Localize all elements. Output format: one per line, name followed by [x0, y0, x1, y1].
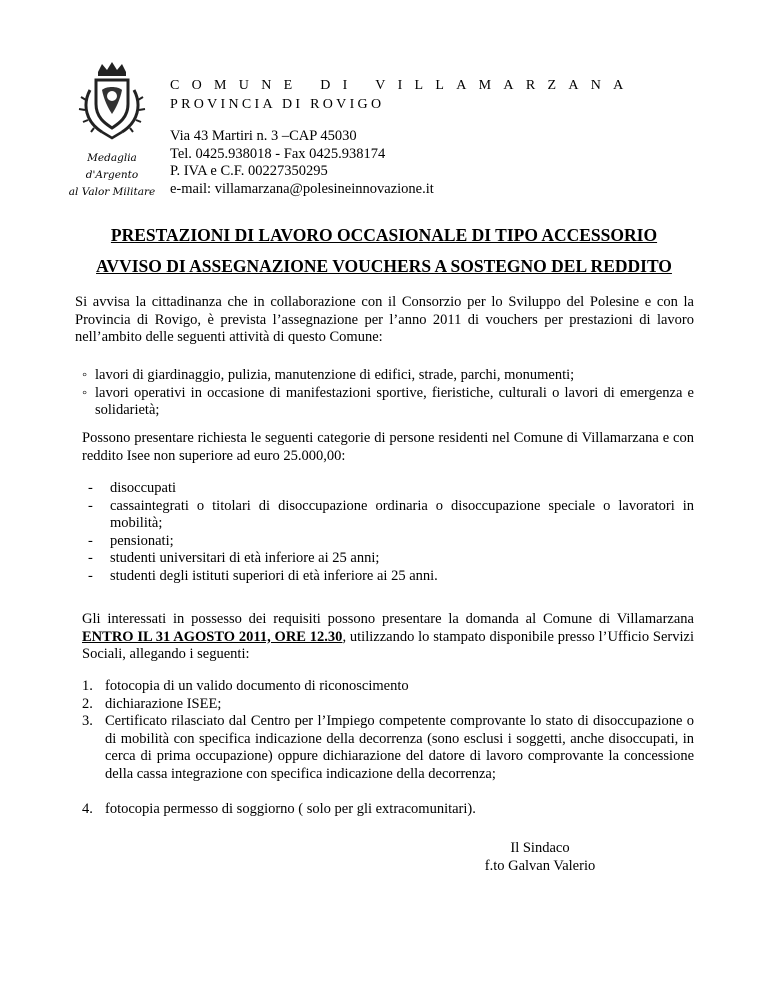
category-text: disoccupati [110, 480, 177, 496]
document-item: 1. fotocopia di un valido documento di riconoscimento [82, 678, 694, 696]
application-text-end: , utilizzando lo stampato disponibile presso l’Ufficio Servizi Sociali, allegando i seguenti: [82, 628, 694, 663]
category-text: cassaintegrati o titolari di disoccupazione ordinaria o disoccupazione speciale o lavoratori in mobilità; [110, 497, 694, 532]
sub-title: AVVISO DI ASSEGNAZIONE VOUCHERS A SOSTEGNO DEL REDDITO [96, 256, 672, 276]
bullet-icon: ◦ [82, 367, 88, 383]
document-item: 3. Certificato rilasciato dal Centro per l’Impiego competente comprovante lo stato di disoccupazione o di mobilità con specifica indicazione della decorrenza (sono esclusi i soggetti, anche disoccupati, in cerca di prima occupazione) oppure dichiarazione del datore di lavoro comprovante la concessione della cassa integrazione con specifica indicazione della decorrenza; [82, 713, 694, 782]
category-item: - disoccupati [88, 480, 694, 498]
document-item: 2. dichiarazione ISEE; [82, 696, 694, 714]
activity-item [82, 367, 694, 385]
medal-line-2: al Valor Militare [68, 186, 156, 198]
bullet-icon: ◦ [82, 384, 88, 401]
category-text: pensionati; [110, 532, 174, 549]
comune-heading: COMUNE DI VILLAMARZANA [170, 78, 636, 93]
email-line: e-mail: villamarzana@polesineinnovazione.it [170, 180, 434, 197]
document-text: fotocopia permesso di soggiorno ( solo per gli extracomunitari). [105, 801, 476, 818]
deadline-text: ENTRO IL 31 AGOSTO 2011, ORE 12.30 [82, 628, 343, 645]
activity-text: lavori operativi in occasione di manifestazioni sportive, fieristiche, culturali o lavori di emergenza e solidarietà; [95, 384, 694, 419]
medal-line-1: Medaglia d'Argento [85, 152, 139, 181]
application-text: Gli interessati in possesso dei requisiti possono presentare la domanda al Comune di Villamarzana [82, 611, 694, 627]
activity-text: lavori di giardinaggio, pulizia, manutenzione di edifici, strade, parchi, monumenti; [95, 367, 575, 383]
address-line: Via 43 Martiri n. 3 –CAP 45030 [170, 128, 357, 144]
eligibility-paragraph: Possono presentare richiesta le seguenti categorie di persone residenti nel Comune di Villamarzana e con reddito Isee non superiore ad euro 25.000,00: [82, 430, 694, 464]
document-item: 4. fotocopia permesso di soggiorno ( solo per gli extracomunitari). [82, 801, 694, 819]
activity-item [82, 385, 694, 420]
document-text: fotocopia di un valido documento di riconoscimento [105, 678, 409, 694]
category-item: - cassaintegrati o titolari di disoccupazione ordinaria o disoccupazione speciale o lavoratori in mobilità; [88, 497, 694, 532]
document-text: Certificato rilasciato dal Centro per l’Impiego competente comprovante lo stato di disoccupazione o di mobilità con specifica indicazione della decorrenza (sono esclusi i soggetti, anche disoccupati, in cerca di prima occupazione) oppure dichiarazione del datore di lavoro comprovante la concessione della cassa integrazione con specifica indicazione della decorrenza; [105, 713, 694, 782]
category-item: - studenti universitari di età inferiore ai 25 anni; [88, 550, 694, 568]
intro-paragraph: Si avvisa la cittadinanza che in collaborazione con il Consorzio per lo Sviluppo del Polesine e con la Provincia di Rovigo, è prevista l’assegnazione per l’anno 2011 di vouchers per prestazioni di lavoro nell’ambito delle seguenti attività di questo Comune: [75, 294, 694, 346]
signature-role: Il Sindaco [510, 840, 570, 856]
signature-name: f.to Galvan Valerio [484, 857, 596, 874]
medal-caption [62, 150, 162, 201]
vat-line: P. IVA e C.F. 00227350295 [170, 163, 328, 179]
application-paragraph [82, 611, 694, 664]
category-text: studenti degli istituti superiori di età inferiore ai 25 anni. [110, 568, 438, 584]
category-item: - pensionati; [88, 533, 694, 551]
category-text: studenti universitari di età inferiore ai 25 anni; [110, 550, 380, 567]
provincia-heading: PROVINCIA DI ROVIGO [170, 97, 385, 112]
municipal-logo [62, 60, 162, 198]
coat-of-arms-icon [72, 60, 152, 142]
phone-line: Tel. 0425.938018 - Fax 0425.938174 [170, 145, 386, 162]
main-title: PRESTAZIONI DI LAVORO OCCASIONALE DI TIPO ACCESSORIO [110, 225, 658, 245]
document-text: dichiarazione ISEE; [105, 695, 222, 712]
category-item: - studenti degli istituti superiori di età inferiore ai 25 anni. [88, 568, 694, 586]
